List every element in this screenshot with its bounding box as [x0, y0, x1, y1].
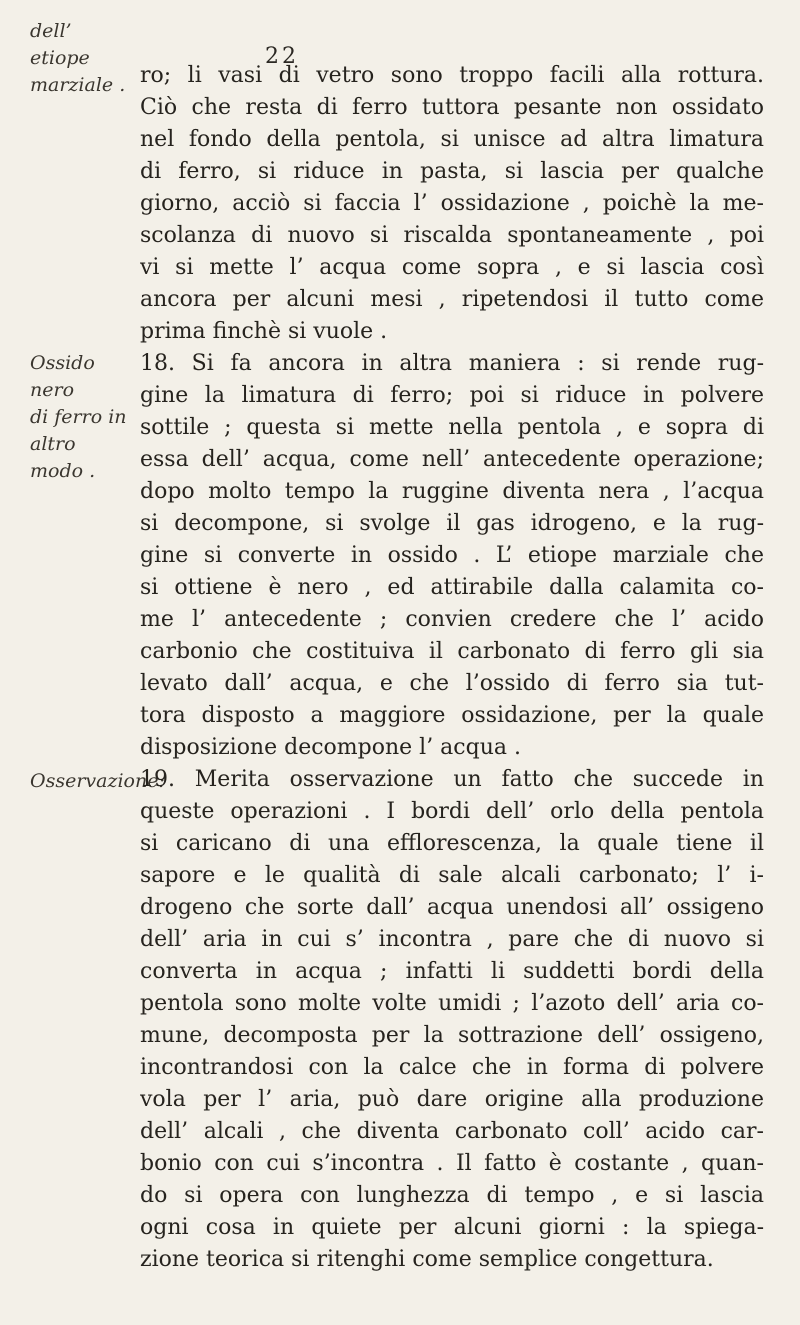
text-line: 19. Merita osservazione un fatto che succede in [140, 767, 764, 792]
text-line: vola per l’ aria, può dare origine alla produzione [140, 1087, 764, 1112]
text-line: vi si mette l’ acqua come sopra , e si lascia così [140, 255, 764, 280]
text-line: carbonio che costituiva il carbonato di ferro gli sia [140, 639, 764, 664]
text-line: incontrandosi con la calce che in forma di polvere [140, 1055, 764, 1080]
text-line: bonio con cui s’incontra . Il fatto è costante , quan- [140, 1151, 764, 1176]
text-line: di ferro, si riduce in pasta, si lascia per qualche [140, 159, 764, 184]
margin-note-line: Osservazione: [30, 770, 165, 792]
text-line: dell’ alcali , che diventa carbonato coll’ acido car- [140, 1119, 764, 1144]
margin-note [30, 768, 165, 795]
text-line: si ottiene è nero , ed attirabile dalla calamita co- [140, 575, 764, 600]
text-line: me l’ antecedente ; convien credere che l’ acido [140, 607, 764, 632]
margin-note-line: dell’ etiope [30, 20, 90, 69]
text-line: gine la limatura di ferro; poi si riduce in polvere [140, 383, 764, 408]
text-line: 18. Si fa ancora in altra maniera : si rende rug- [140, 351, 764, 376]
margin-note-line: altro modo . [30, 433, 96, 482]
text-line: disposizione decompone l’ acqua . [140, 735, 521, 760]
margin-note [30, 350, 134, 485]
text-line: sottile ; questa si mette nella pentola , e sopra di [140, 415, 764, 440]
text-line: dopo molto tempo la ruggine diventa nera , l’acqua [140, 479, 764, 504]
text-line: dell’ aria in cui s’ incontra , pare che di nuovo si [140, 927, 764, 952]
text-line: mune, decomposta per la sottrazione dell’ ossigeno, [140, 1023, 764, 1048]
margin-note [30, 18, 134, 99]
text-line: si decompone, si svolge il gas idrogeno, e la rug- [140, 511, 764, 536]
text-line: pentola sono molte volte umidi ; l’azoto dell’ aria co- [140, 991, 764, 1016]
text-line: gine si converte in ossido . L’ etiope marziale che [140, 543, 764, 568]
page-number: 22 [265, 44, 299, 69]
margin-note-line: marziale . [30, 74, 126, 96]
text-line: scolanza di nuovo si riscalda spontaneamente , poi [140, 223, 764, 248]
text-line: queste operazioni . I bordi dell’ orlo della pentola [140, 799, 764, 824]
text-line: converta in acqua ; infatti li suddetti bordi della [140, 959, 764, 984]
text-line: drogeno che sorte dall’ acqua unendosi all’ ossigeno [140, 895, 764, 920]
margin-note-line: di ferro in [30, 406, 127, 428]
text-line: nel fondo della pentola, si unisce ad altra limatura [140, 127, 764, 152]
text-line: levato dall’ acqua, e che l’ossido di ferro sia tut- [140, 671, 764, 696]
text-line: sapore e le qualità di sale alcali carbonato; l’ i- [140, 863, 764, 888]
text-line: ro; li vasi di vetro sono troppo facili alla rottura. [140, 63, 764, 88]
text-line: do si opera con lunghezza di tempo , e si lascia [140, 1183, 764, 1208]
text-line: tora disposto a maggiore ossidazione, per la quale [140, 703, 764, 728]
text-line: essa dell’ acqua, come nell’ antecedente operazione; [140, 447, 764, 472]
text-line: giorno, acciò si faccia l’ ossidazione , poichè la me- [140, 191, 764, 216]
text-line: prima finchè si vuole . [140, 319, 388, 344]
margin-note-line: Ossido nero [30, 352, 95, 401]
text-line: ogni cosa in quiete per alcuni giorni : la spiega- [140, 1215, 764, 1240]
text-line: ancora per alcuni mesi , ripetendosi il tutto come [140, 287, 764, 312]
text-line: zione teorica si ritenghi come semplice congettura. [140, 1247, 714, 1272]
text-line: Ciò che resta di ferro tuttora pesante non ossidato [140, 95, 764, 120]
text-line: si caricano di una efflorescenza, la quale tiene il [140, 831, 764, 856]
